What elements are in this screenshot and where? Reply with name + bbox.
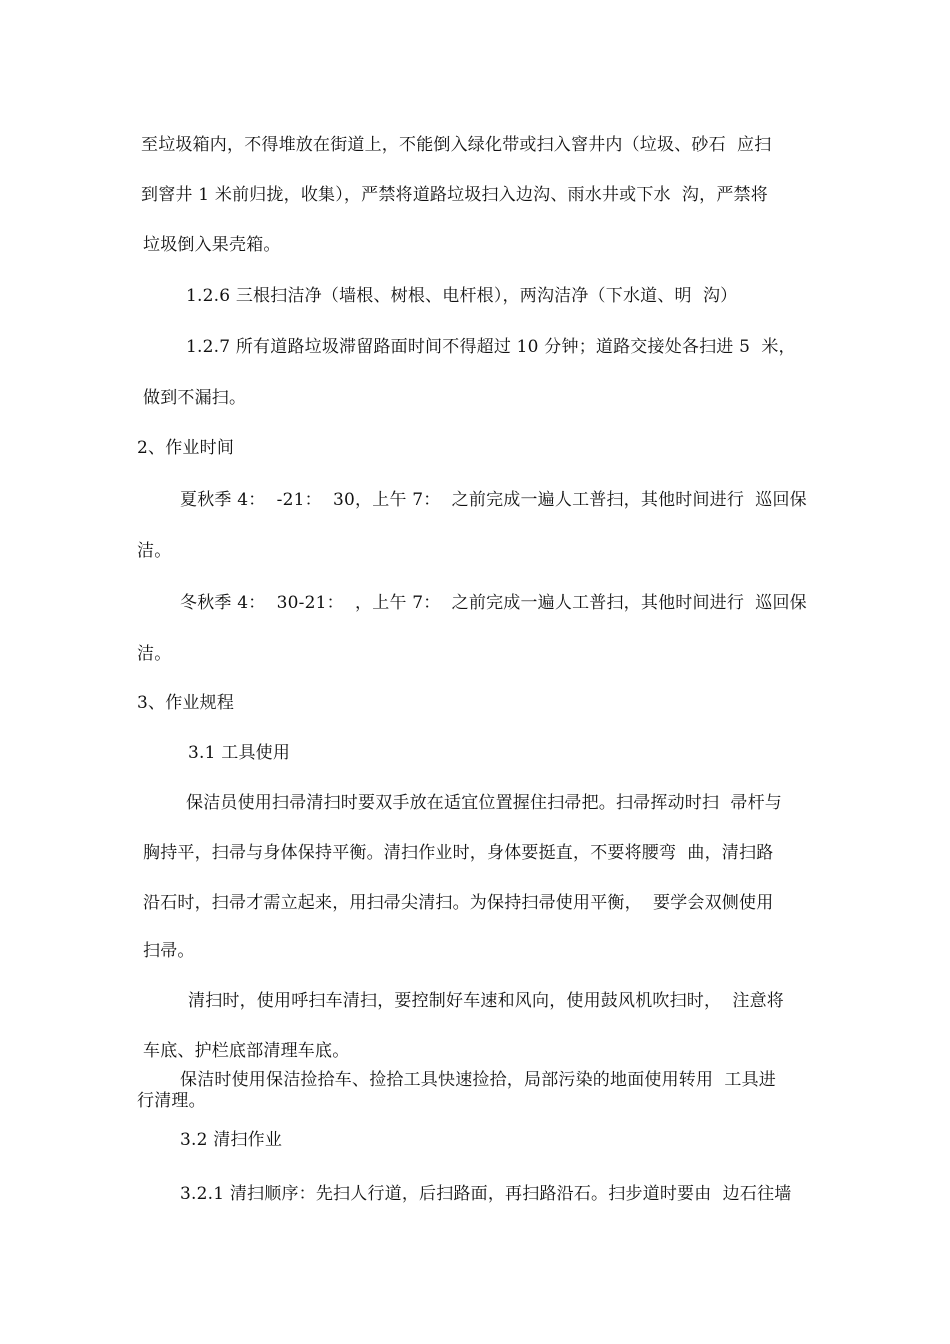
text-line: 胸持平，扫帚与身体保持平衡。清扫作业时，身体要挺直，不要将腰弯 曲，清扫路 [143, 843, 774, 863]
section-heading: 2、作业时间 [137, 438, 235, 458]
text-line: 扫帚。 [143, 941, 195, 961]
text-line: 保洁员使用扫帚清扫时要双手放在适宜位置握住扫帚把。扫帚挥动时扫 帚杆与 [186, 793, 783, 813]
text-line: 清扫时，使用呼扫车清扫，要控制好车速和风向，使用鼓风机吹扫时， 注意将 [188, 991, 785, 1011]
text-line: 垃圾倒入果壳箱。 [143, 235, 281, 255]
text-line: 洁。 [137, 644, 172, 664]
text-line: 洁。 [137, 541, 172, 561]
text-line: 行清理。 [137, 1091, 206, 1111]
text-line: 至垃圾箱内，不得堆放在街道上，不能倒入绿化带或扫入窨井内（垃圾、砂石 应扫 [141, 135, 772, 155]
text-line: 沿石时，扫帚才需立起来，用扫帚尖清扫。为保持扫帚使用平衡， 要学会双侧使用 [143, 893, 774, 913]
text-line: 车底、护栏底部清理车底。 [143, 1041, 350, 1061]
text-line: 做到不漏扫。 [143, 388, 247, 408]
text-line: 夏秋季 4： -21： 30，上午 7： 之前完成一遍人工普扫，其他时间进行 巡回保 [180, 490, 807, 510]
text-line: 1.2.6 三根扫洁净（墙根、树根、电杆根），两沟洁净（下水道、明 沟） [186, 286, 738, 306]
subsection-heading: 3.1 工具使用 [188, 743, 291, 763]
text-line: 1.2.7 所有道路垃圾滞留路面时间不得超过 10 分钟；道路交接处各扫进 5 米， [186, 337, 796, 357]
text-line: 冬秋季 4： 30-21： ，上午 7： 之前完成一遍人工普扫，其他时间进行 巡回保 [180, 593, 807, 613]
text-line: 保洁时使用保洁捡拾车、捡拾工具快速捡拾，局部污染的地面使用转用 工具进 [180, 1070, 777, 1090]
text-line: 到窨井 1 米前归拢，收集），严禁将道路垃圾扫入边沟、雨水井或下水 沟，严禁将 [141, 185, 768, 205]
subsection-heading: 3.2 清扫作业 [180, 1130, 283, 1150]
section-heading: 3、作业规程 [137, 693, 235, 713]
text-line: 3.2.1 清扫顺序：先扫人行道，后扫路面，再扫路沿石。扫步道时要由 边石往墙 [180, 1184, 792, 1204]
